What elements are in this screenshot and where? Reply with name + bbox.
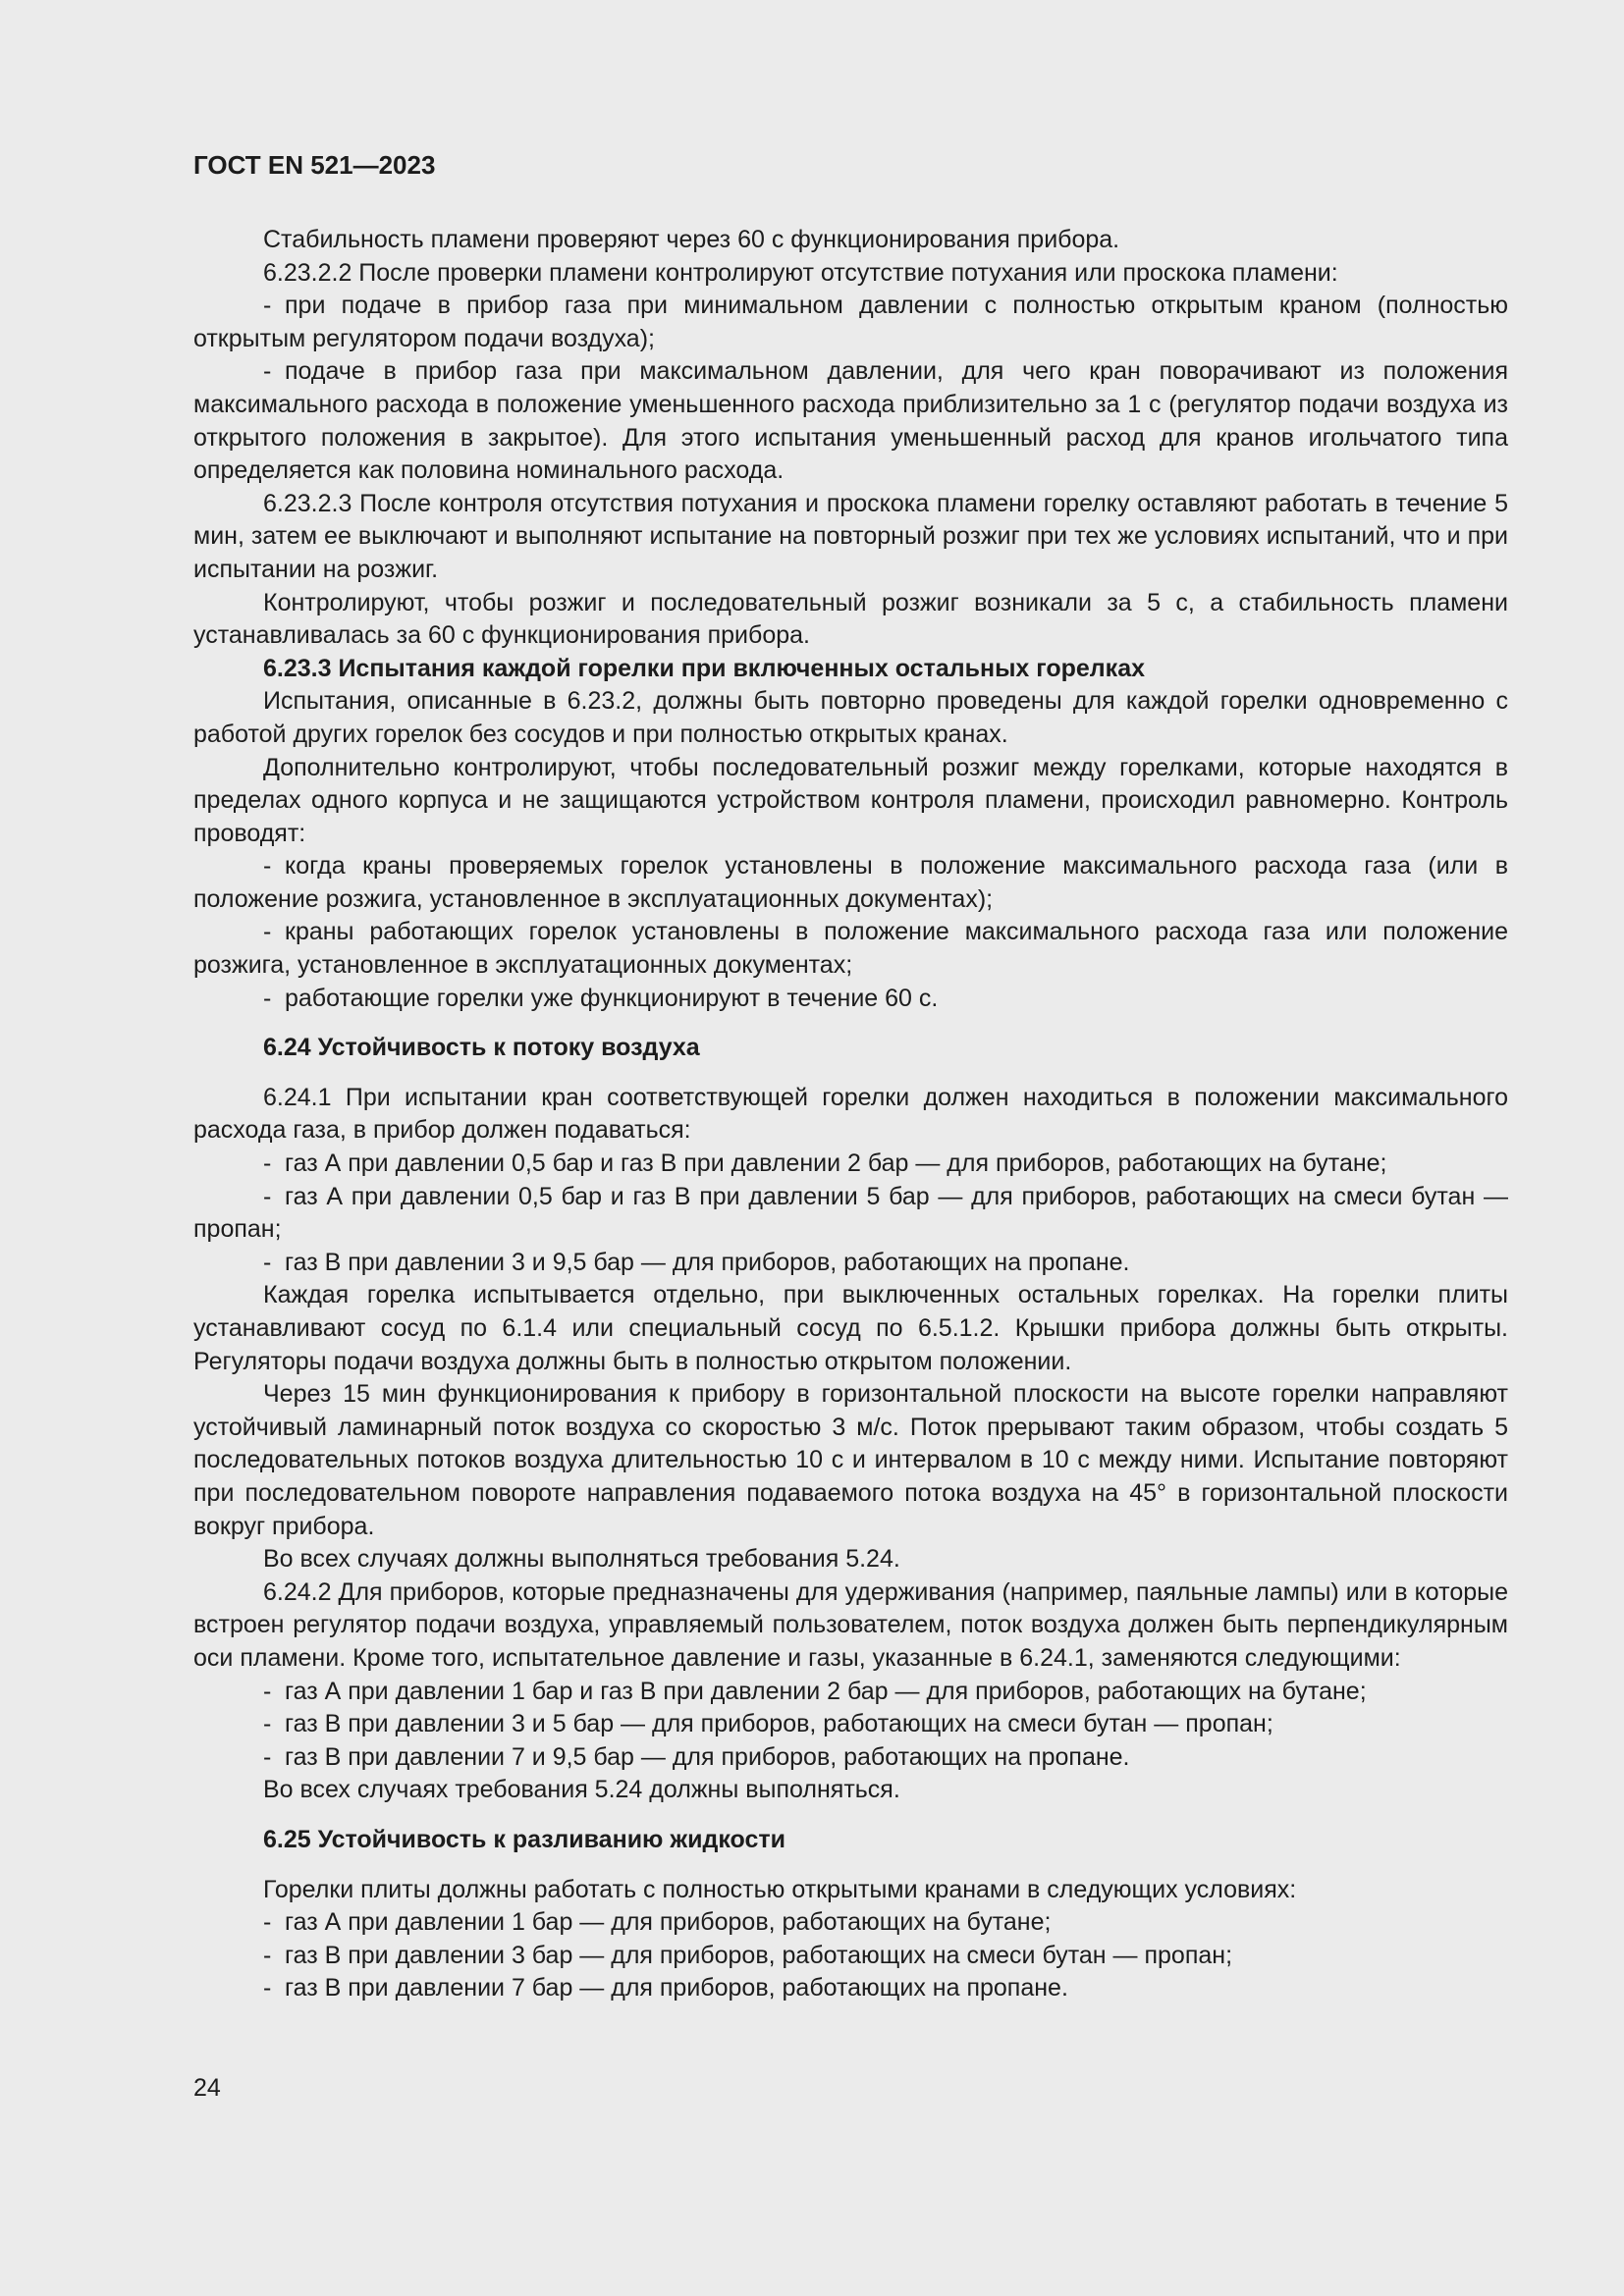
list-item-text: газ В при давлении 7 и 9,5 бар — для приборов, работающих на пропане. (285, 1742, 1130, 1771)
list-item (193, 1181, 1508, 1247)
list-item-text: при подаче в прибор газа при минимальном давлении с полностью открытым краном (полностью открытым регулятором подачи воздуха); (193, 292, 1508, 352)
page-number: 24 (193, 2074, 221, 2102)
list-dash: - (263, 1908, 272, 1937)
paragraph: 6.24.1 При испытании кран соответствующей горелки должен находиться в положении максимального расхода газа, в прибор должен подаваться: (193, 1083, 1508, 1145)
paragraph: Каждая горелка испытывается отдельно, при выключенных остальных горелках. На горелки плиты устанавливают сосуд по 6.1.4 или специальный сосуд по 6.5.1.2. Крышки прибора должны быть открыты. Регуляторы подачи воздуха должны быть в полностью открытом положении. (193, 1281, 1508, 1375)
paragraph: Стабильность пламени проверяют через 60 с функционирования прибора. (263, 226, 1120, 253)
list-dash: - (263, 357, 272, 386)
document-header: ГОСТ EN 521—2023 (193, 150, 436, 180)
list-item-text: газ А при давлении 0,5 бар и газ В при давлении 2 бар — для приборов, работающих на бутане; (285, 1149, 1387, 1178)
list-item-text: газ В при давлении 3 бар — для приборов, работающих на смеси бутан — пропан; (285, 1941, 1233, 1969)
list-item-text: подаче в прибор газа при максимальном давлении, для чего кран поворачивают из положения максимального расхода в положение уменьшенного расхода приблизительно за 1 с (регулятор подачи воздуха из открытого положения в закрытое). Для этого испытания уменьшенный расход для кранов игольчатого типа определяется как половина номинального расхода. (193, 357, 1508, 485)
list-dash: - (263, 1149, 272, 1178)
list-dash: - (263, 1941, 272, 1969)
paragraph: Горелки плиты должны работать с полностью открытыми кранами в следующих условиях: (263, 1875, 1297, 1903)
list-item (193, 1148, 1508, 1181)
list-dash: - (263, 1182, 272, 1210)
list-dash: - (263, 852, 272, 881)
list-item (193, 1741, 1508, 1775)
list-item (193, 1906, 1508, 1940)
section-heading: 6.25 Устойчивость к разливанию жидкости (263, 1825, 785, 1853)
list-item (193, 1972, 1508, 2005)
paragraph: Контролируют, чтобы розжиг и последовательный розжиг возникали за 5 с, а стабильность пламени устанавливалась за 60 с функционирования прибора. (193, 588, 1508, 650)
subsection-heading: 6.23.3 Испытания каждой горелки при включенных остальных горелках (263, 654, 1145, 682)
list-item (193, 1708, 1508, 1741)
document-page (193, 145, 1508, 2005)
list-item-text: когда краны проверяемых горелок установлены в положение максимального расхода газа (или в положение розжига, установленное в эксплуатационных документах); (193, 852, 1508, 913)
list-item (193, 850, 1508, 916)
paragraph: Дополнительно контролируют, чтобы последовательный розжиг между горелками, которые находятся в пределах одного корпуса и не защищаются устройством контроля пламени, происходил равномерно. Контроль проводят: (193, 753, 1508, 847)
list-dash: - (263, 1974, 272, 2002)
list-item-text: газ В при давлении 3 и 5 бар — для приборов, работающих на смеси бутан — пропан; (285, 1710, 1273, 1738)
list-item (193, 355, 1508, 487)
list-item (193, 1247, 1508, 1280)
list-dash: - (263, 984, 272, 1012)
paragraph: Во всех случаях требования 5.24 должны выполняться. (263, 1776, 900, 1804)
list-item-text: краны работающих горелок установлены в положение максимального расхода газа или положение розжига, установленное в эксплуатационных документах; (193, 918, 1508, 980)
paragraph: Во всех случаях должны выполняться требования 5.24. (263, 1545, 900, 1574)
list-item-text: газ А при давлении 1 бар и газ В при давлении 2 бар — для приборов, работающих на бутане; (285, 1677, 1367, 1705)
section-heading: 6.24 Устойчивость к потоку воздуха (263, 1034, 700, 1062)
list-item-text: работающие горелки уже функционируют в течение 60 с. (285, 984, 939, 1012)
list-item-text: газ А при давлении 1 бар — для приборов, работающих на бутане; (285, 1908, 1052, 1937)
list-dash: - (263, 1710, 272, 1738)
list-dash: - (263, 1742, 272, 1771)
list-item (193, 1940, 1508, 1973)
list-item (193, 916, 1508, 982)
list-item (193, 983, 1508, 1016)
list-dash: - (263, 1677, 272, 1705)
paragraph: Через 15 мин функционирования к прибору в горизонтальной плоскости на высоте горелки направляют устойчивый ламинарный поток воздуха со скоростью 3 м/с. Поток прерывают таким образом, чтобы создать 5 последовательных потоков воздуха длительностью 10 с и интервалом в 10 с между ними. Испытание повторяют при последовательном повороте направления подаваемого потока воздуха на 45° в горизонтальной плоскости вокруг прибора. (193, 1380, 1508, 1540)
paragraph: 6.24.2 Для приборов, которые предназначены для удерживания (например, паяльные лампы) или в которые встроен регулятор подачи воздуха, управляемый пользователем, поток воздуха должен быть перпендикулярным оси пламени. Кроме того, испытательное давление и газы, указанные в 6.24.1, заменяются следующими: (193, 1577, 1508, 1672)
list-item-text: газ А при давлении 0,5 бар и газ В при давлении 5 бар — для приборов, работающих на смеси бутан — пропан; (193, 1182, 1508, 1244)
list-dash: - (263, 1248, 272, 1276)
paragraph: 6.23.2.3 После контроля отсутствия потухания и проскока пламени горелку оставляют работать в течение 5 мин, затем ее выключают и выполняют испытание на повторный розжиг при тех же условиях испытаний, что и при испытании на розжиг. (193, 489, 1508, 583)
list-item (193, 290, 1508, 355)
list-item (193, 1676, 1508, 1709)
list-item-text: газ В при давлении 3 и 9,5 бар — для приборов, работающих на пропане. (285, 1248, 1130, 1276)
document-body (193, 224, 1508, 2005)
paragraph: 6.23.2.2 После проверки пламени контролируют отсутствие потухания или проскока пламени: (263, 258, 1338, 287)
list-dash: - (263, 918, 272, 946)
list-item-text: газ В при давлении 7 бар — для приборов, работающих на пропане. (285, 1974, 1068, 2002)
paragraph: Испытания, описанные в 6.23.2, должны быть повторно проведены для каждой горелки одновременно с работой других горелок без сосудов и при полностью открытых кранах. (193, 687, 1508, 748)
list-dash: - (263, 292, 272, 320)
